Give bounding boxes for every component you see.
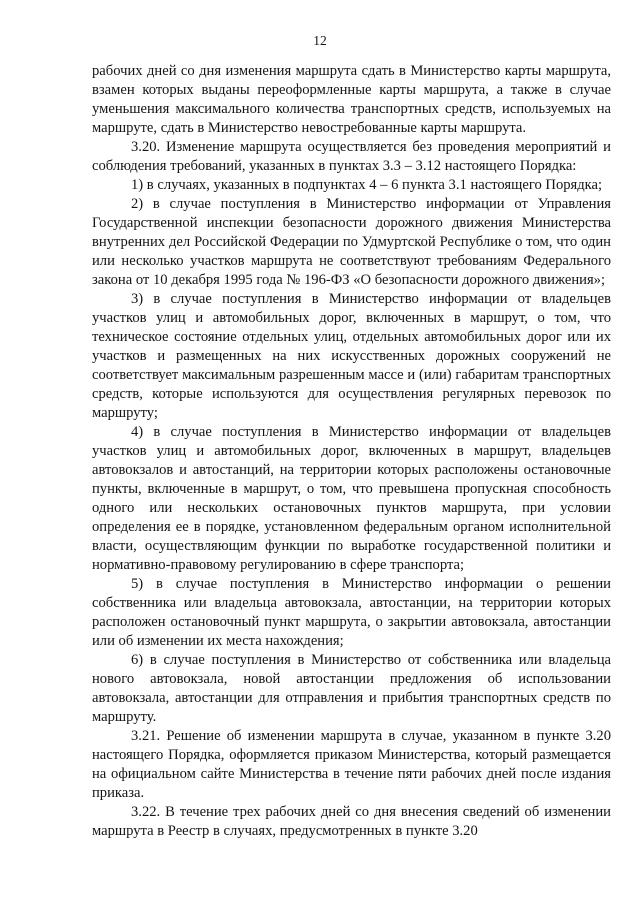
paragraph-3-20: 3.20. Изменение маршрута осуществляется без проведения мероприятий и соблюдения требований, указанных в пунктах 3.3 – 3.12 настоящего Порядка:: [92, 139, 611, 174]
paragraph-3-20-item-5: 5) в случае поступления в Министерство информации о решении собственника или владельца автовокзала, автостанции, на территории которых расположен остановочный пункт маршрута, о закрытии автовокзала, автостанции или об изменении их места нахождения;: [92, 576, 611, 649]
page-number: 12: [313, 33, 327, 48]
paragraph-3-20-item-4: 4) в случае поступления в Министерство информации от владельцев участков улиц и автомобильных дорог, включенных в маршрут, владельцев автовокзалов и автостанций, на территории которых расположены остановочные пункты, включенные в маршрут, о том, что превышена пропускная способность одного или нескольких остановочных пунктов маршрута, при условии определения ее в порядке, установленном федеральным органом исполнительной власти, осуществляющим функции по выработке государственной политики и нормативно-правовому регулированию в сфере транспорта;: [92, 424, 611, 573]
paragraph-3-20-item-2: 2) в случае поступления в Министерство информации от Управления Государственной инспекции безопасности дорожного движения Министерства внутренних дел Российской Федерации по Удмуртской Республике о том, что один или несколько участков маршрута не соответствуют требованиям Федерального закона от 10 декабря 1995 года № 196-ФЗ «О безопасности дорожного движения»;: [92, 196, 611, 288]
paragraph-3-22: 3.22. В течение трех рабочих дней со дня внесения сведений об изменении маршрута в Реестр в случаях, предусмотренных в пункте 3.20: [92, 804, 611, 839]
paragraph-3-20-item-6: 6) в случае поступления в Министерство от собственника или владельца нового автовокзала, новой автостанции предложения об использовании автовокзала, автостанции для отправления и прибытия транспортных средств по маршруту.: [92, 652, 611, 725]
paragraph-continuation: рабочих дней со дня изменения маршрута сдать в Министерство карты маршрута, взамен которых выданы переоформленные карты маршрута, а также в случае уменьшения максимального количества транспортных средств, используемых на маршруте, сдать в Министерство невостребованные карты маршрута.: [92, 63, 611, 136]
document-body: [92, 62, 611, 841]
paragraph-3-21: 3.21. Решение об изменении маршрута в случае, указанном в пункте 3.20 настоящего Порядка, оформляется приказом Министерства, который размещается на официальном сайте Министерства в течение пяти рабочих дней после издания приказа.: [92, 728, 611, 801]
paragraph-3-20-item-1: 1) в случаях, указанных в подпунктах 4 – 6 пункта 3.1 настоящего Порядка;: [131, 177, 603, 193]
paragraph-3-20-item-3: 3) в случае поступления в Министерство информации от владельцев участков улиц и автомобильных дорог, включенных в маршрут, о том, что техническое состояние отдельных улиц, отдельных автомобильных дорог или их участков и размещенных на них искусственных дорожных сооружений не соответствует максимальным разрешенным массе и (или) габаритам транспортных средств, которые используются для осуществления регулярных перевозок по маршруту;: [92, 291, 611, 421]
